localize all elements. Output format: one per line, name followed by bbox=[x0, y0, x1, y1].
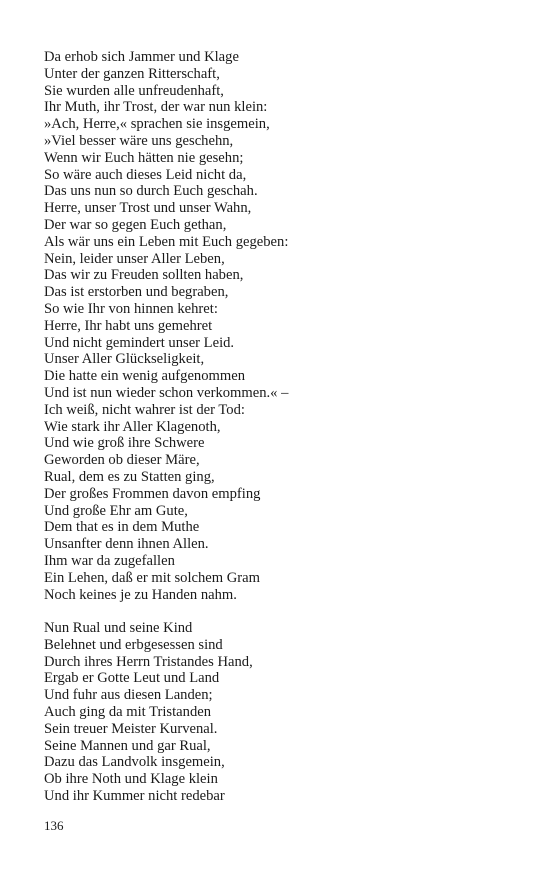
verse-line: Die hatte ein wenig aufgenommen bbox=[44, 368, 245, 385]
verse-line: Dazu das Landvolk insgemein, bbox=[44, 754, 225, 771]
page-text bbox=[44, 49, 524, 805]
verse-line: Rual, dem es zu Statten ging, bbox=[44, 468, 215, 485]
verse-line: Und große Ehr am Gute, bbox=[44, 502, 188, 519]
verse-line: Und ist nun wieder schon verkommen.« – bbox=[44, 384, 289, 401]
verse-line: Seine Mannen und gar Rual, bbox=[44, 737, 211, 754]
verse-line: Wenn wir Euch hätten nie gesehn; bbox=[44, 149, 244, 166]
verse-line: Der war so gegen Euch gethan, bbox=[44, 216, 227, 233]
verse-line: Nun Rual und seine Kind bbox=[44, 620, 193, 637]
verse-line: Geworden ob dieser Märe, bbox=[44, 452, 200, 469]
verse-line: Herre, Ihr habt uns gemehret bbox=[44, 317, 213, 334]
verse-line: Ergab er Gotte Leut und Land bbox=[44, 670, 220, 687]
verse-line: Und ihr Kummer nicht redebar bbox=[44, 788, 225, 805]
verse-line: Dem that es in dem Muthe bbox=[44, 519, 200, 536]
verse-line: Ihm war da zugefallen bbox=[44, 552, 175, 569]
verse-line: Und wie groß ihre Schwere bbox=[44, 435, 205, 452]
verse-line: Unsanfter denn ihnen Allen. bbox=[44, 536, 209, 553]
verse-line: Der großes Frommen davon empfing bbox=[44, 485, 261, 502]
verse-line: Ich weiß, nicht wahrer ist der Tod: bbox=[44, 401, 245, 418]
verse-line: Und fuhr aus diesen Landen; bbox=[44, 687, 213, 704]
verse-line: Ein Lehen, daß er mit solchem Gram bbox=[44, 569, 260, 586]
verse-line: Das ist erstorben und begraben, bbox=[44, 284, 229, 301]
verse-line: Sie wurden alle unfreudenhaft, bbox=[44, 82, 224, 99]
stanza-2 bbox=[44, 620, 524, 805]
page-number: 136 bbox=[44, 818, 64, 833]
verse-line: Das uns nun so durch Euch geschah. bbox=[44, 183, 258, 200]
verse-line: Sein treuer Meister Kurvenal. bbox=[44, 720, 218, 737]
verse-line: Durch ihres Herrn Tristandes Hand, bbox=[44, 653, 253, 670]
verse-line: So wie Ihr von hinnen kehret: bbox=[44, 300, 218, 317]
verse-line: Wie stark ihr Aller Klagenoth, bbox=[44, 418, 221, 435]
verse-line: Das wir zu Freuden sollten haben, bbox=[44, 267, 244, 284]
verse-line: Ihr Muth, ihr Trost, der war nun klein: bbox=[44, 99, 268, 116]
verse-line: So wäre auch dieses Leid nicht da, bbox=[44, 166, 247, 183]
verse-line: Nein, leider unser Aller Leben, bbox=[44, 250, 225, 267]
verse-line: Ob ihre Noth und Klage klein bbox=[44, 771, 218, 788]
verse-line: Unser Aller Glückseligkeit, bbox=[44, 351, 205, 368]
verse-line: Und nicht gemindert unser Leid. bbox=[44, 334, 235, 351]
verse-line: Belehnet und erbgesessen sind bbox=[44, 636, 223, 653]
stanza-1 bbox=[44, 49, 524, 603]
verse-line: Noch keines je zu Handen nahm. bbox=[44, 586, 237, 603]
verse-line: »Ach, Herre,« sprachen sie insgemein, bbox=[44, 116, 270, 133]
verse-line: »Viel besser wäre uns geschehn, bbox=[44, 132, 234, 149]
verse-line: Da erhob sich Jammer und Klage bbox=[44, 49, 239, 65]
verse-line: Als wär uns ein Leben mit Euch gegeben: bbox=[44, 233, 289, 250]
verse-line: Unter der ganzen Ritterschaft, bbox=[44, 65, 220, 82]
verse-line: Auch ging da mit Tristanden bbox=[44, 704, 212, 721]
verse-line: Herre, unser Trost und unser Wahn, bbox=[44, 200, 252, 217]
